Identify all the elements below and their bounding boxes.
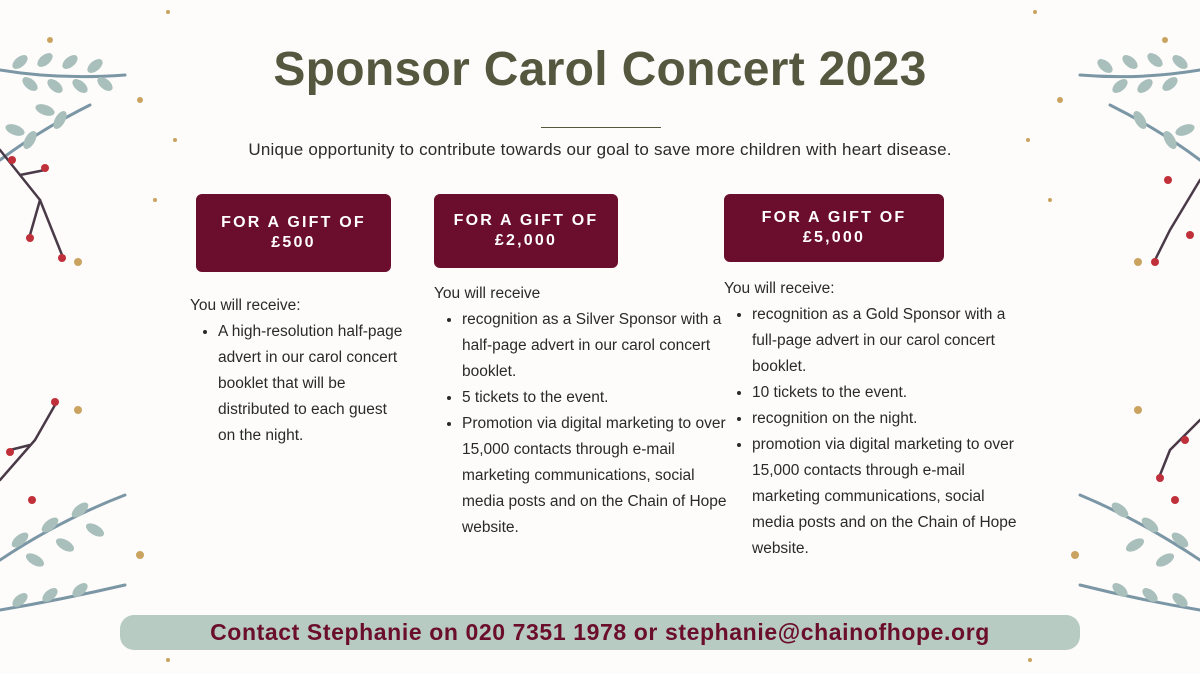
subtitle: Unique opportunity to contribute towards our goal to save more children with heart disease. [248, 140, 952, 159]
tier-badge-amount: £2,000 [494, 232, 558, 249]
benefits-intro: You will receive: [724, 280, 835, 297]
benefits-list [724, 302, 1024, 562]
benefit-item: • promotion via digital marketing to over 15,000 contacts through e-mail marketing communications, social media posts and on the Chain of Hope website. [752, 432, 1024, 562]
tier-badge-label: FOR A GIFT OF [453, 212, 599, 229]
contact-bar: Contact Stephanie on 020 7351 1978 or stephanie@chainofhope.org [120, 615, 1080, 650]
benefit-item: • recognition as a Gold Sponsor with a full-page advert in our carol concert booklet. [752, 302, 1024, 380]
tier-badge-amount: £500 [271, 234, 316, 251]
benefit-item: • recognition on the night. [752, 406, 1024, 432]
tier-benefits-2000 [434, 281, 734, 541]
tier-benefits-500 [190, 293, 405, 449]
tier-badge-2000 [434, 194, 618, 268]
benefit-item: • 10 tickets to the event. [752, 380, 1024, 406]
tier-badge-label: FOR A GIFT OF [221, 214, 366, 231]
page-title: Sponsor Carol Concert 2023 [273, 43, 927, 96]
title-divider [541, 127, 661, 128]
benefits-intro: You will receive: [190, 297, 301, 314]
tier-badge-500 [196, 194, 391, 272]
tier-benefits-5000 [724, 276, 1024, 562]
benefits-list [190, 319, 405, 449]
benefit-item: • 5 tickets to the event. [462, 385, 734, 411]
benefits-list [434, 307, 734, 541]
benefit-item: • Promotion via digital marketing to over 15,000 contacts through e-mail marketing communications, social media posts and on the Chain of Hope website. [462, 411, 734, 541]
benefit-item: • A high-resolution half-page advert in our carol concert booklet that will be distributed to each guest on the night. [218, 319, 405, 449]
tier-badge-amount: £5,000 [802, 229, 866, 246]
benefits-intro: You will receive [434, 285, 541, 302]
tier-badge-5000 [724, 194, 944, 262]
tier-badge-label: FOR A GIFT OF [761, 209, 907, 226]
benefit-item: • recognition as a Silver Sponsor with a half-page advert in our carol concert booklet. [462, 307, 734, 385]
